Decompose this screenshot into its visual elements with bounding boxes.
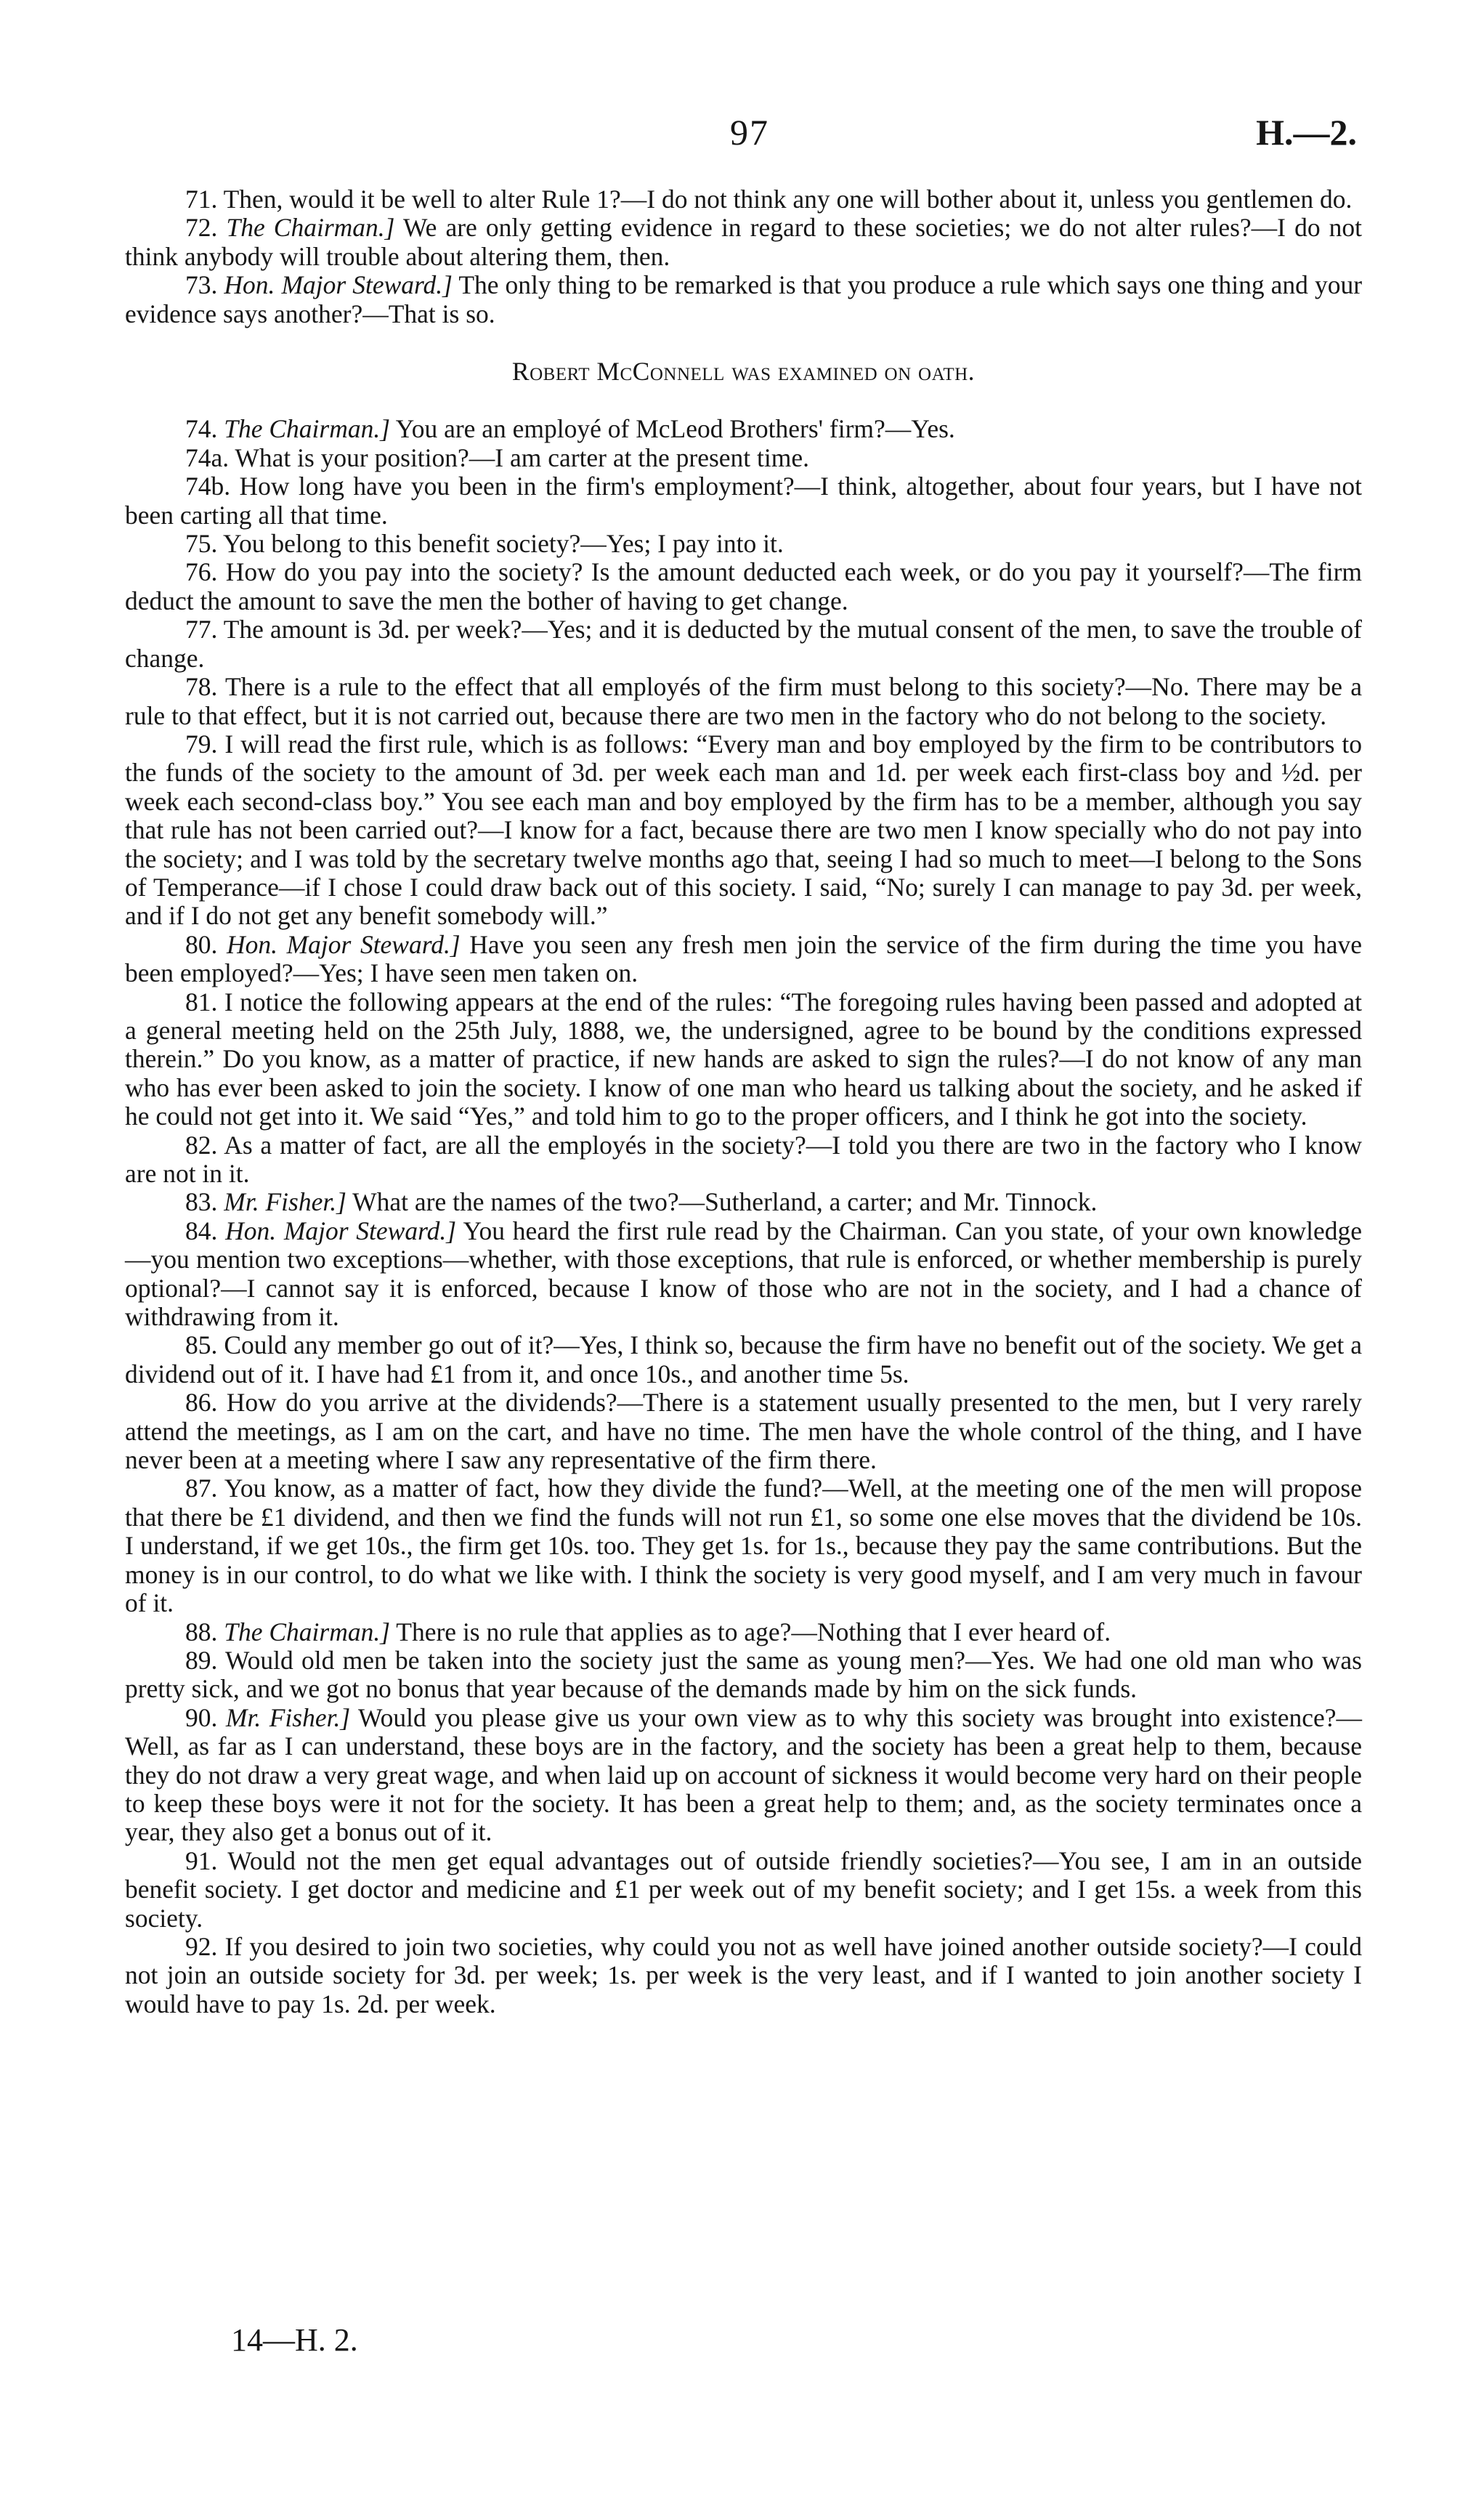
question-paragraph bbox=[125, 1217, 1362, 1332]
question-number: 75. bbox=[185, 529, 218, 559]
printer-signature: 14—H. 2. bbox=[231, 2322, 358, 2358]
speaker-reference: Mr. Fisher.] bbox=[224, 1187, 346, 1217]
question-number: 88. bbox=[185, 1617, 218, 1646]
question-number: 90. bbox=[185, 1702, 218, 1732]
question-paragraph bbox=[125, 615, 1362, 673]
question-paragraph bbox=[125, 1131, 1362, 1189]
question-text: If you desired to join two societies, why could you not as well have joined another outside society?—I could not join an outside society for 3d. per week; 1s. per week is the very least, and if I wanted to join another society I would have to pay 1s. 2d. per week. bbox=[125, 1931, 1363, 2018]
question-number: 77. bbox=[185, 615, 218, 644]
question-number: 82. bbox=[185, 1130, 218, 1160]
question-text: The only thing to be remarked is that you produce a rule which says one thing and your evidence says another?—That is so. bbox=[125, 270, 1363, 328]
question-text: You are an employé of McLeod Brothers' firm?—Yes. bbox=[395, 414, 955, 444]
question-number: 73. bbox=[185, 270, 218, 300]
question-number: 89. bbox=[185, 1645, 218, 1675]
question-text: Would not the men get equal advantages out of outside friendly societies?—You see, I am in an outside benefit society. I get doctor and medicine and £1 per week out of my benefit society; and I get 15s. a week from this society. bbox=[125, 1846, 1362, 1933]
question-text: What is your position?—I am carter at the present time. bbox=[235, 442, 809, 472]
question-number: 71. bbox=[185, 185, 218, 214]
question-paragraph bbox=[125, 988, 1362, 1131]
question-text: Then, would it be well to alter Rule 1?—I do not think any one will bother about it, unless you gentlemen do. bbox=[223, 185, 1353, 214]
question-text: We are only getting evidence in regard to these societies; we do not alter rules?—I do not think anybody will trouble about altering them, then. bbox=[125, 213, 1363, 271]
page-number: 97 bbox=[730, 112, 769, 153]
question-text: The amount is 3d. per week?—Yes; and it is deducted by the mutual consent of the men, to save the trouble of change. bbox=[125, 615, 1363, 673]
question-paragraph bbox=[125, 214, 1362, 271]
question-text: How do you pay into the society? Is the amount deducted each week, or do you pay it yourself?—The firm deduct the amount to save the men the bother of having to get change. bbox=[125, 557, 1363, 615]
question-paragraph bbox=[125, 271, 1362, 328]
question-paragraph bbox=[125, 530, 1362, 558]
speaker-reference: Hon. Major Steward.] bbox=[224, 270, 453, 300]
question-paragraph bbox=[125, 673, 1362, 730]
question-text: Have you seen any fresh men join the service of the firm during the time you have been employed?—Yes; I have seen men taken on. bbox=[125, 929, 1363, 988]
document-reference: H.—2. bbox=[1256, 112, 1357, 153]
speaker-reference: The Chairman.] bbox=[224, 1617, 391, 1646]
question-text: What are the names of the two?—Sutherland, a carter; and Mr. Tinnock. bbox=[352, 1187, 1098, 1217]
speaker-reference: Mr. Fisher.] bbox=[225, 1702, 351, 1732]
question-paragraph bbox=[125, 472, 1362, 530]
question-paragraph bbox=[125, 1847, 1362, 1933]
question-number: 81. bbox=[185, 987, 218, 1016]
question-paragraph bbox=[125, 1389, 1362, 1474]
evidence-text bbox=[125, 185, 1362, 2018]
question-number: 72. bbox=[185, 213, 218, 243]
question-paragraph bbox=[125, 1646, 1362, 1704]
question-paragraph bbox=[125, 444, 1362, 472]
question-number: 80. bbox=[185, 929, 218, 959]
speaker-reference: Hon. Major Steward.] bbox=[226, 929, 461, 959]
question-paragraph bbox=[125, 558, 1362, 615]
question-text: There is a rule to the effect that all employés of the firm must belong to this society?—No. There may be a rule to that effect, but it is not carried out, because there are two men in the factory who do not belong to the society. bbox=[125, 672, 1362, 730]
evidence-after-heading bbox=[125, 415, 1362, 2018]
question-paragraph bbox=[125, 730, 1362, 931]
question-text: How long have you been in the firm's employment?—I think, altogether, about four years, but I have not been carting all that time. bbox=[125, 472, 1362, 530]
question-number: 78. bbox=[185, 672, 218, 702]
question-text: Would old men be taken into the society just the same as young men?—Yes. We had one old man who was pretty sick, and we got no bonus that year because of the demands made by him on the sick funds. bbox=[125, 1645, 1362, 1704]
question-paragraph bbox=[125, 1933, 1362, 2018]
question-number: 74b. bbox=[185, 472, 231, 501]
witness-heading: Robert McConnell was examined on oath. bbox=[511, 357, 976, 387]
question-number: 84. bbox=[185, 1216, 218, 1245]
question-paragraph bbox=[125, 1704, 1362, 1847]
question-number: 92. bbox=[185, 1931, 218, 1961]
question-paragraph bbox=[125, 185, 1362, 214]
question-text: Would you please give us your own view as to why this society was brought into existence?—Well, as far as I can understand, these boys are in the factory, and the society has been a great help to them, because they do not draw a very great wage, and when laid up on account of sickness it would become very hard on their people to keep these boys were it not for the society. It has been a great help to them; and, as the society terminates once a year, they also get a bonus out of it. bbox=[125, 1702, 1362, 1847]
section-gap bbox=[125, 328, 1362, 357]
question-number: 83. bbox=[185, 1187, 218, 1217]
question-text: Could any member go out of it?—Yes, I think so, because the firm have no benefit out of the society. We get a dividend out of it. I have had £1 from it, and once 10s., and another time 5s. bbox=[125, 1330, 1362, 1389]
question-text: How do you arrive at the dividends?—There is a statement usually presented to the men, but I very rarely attend the meetings, as I am on the cart, and have no time. The men have the whole control of the thing, and I have never been at a meeting where I saw any representative of the firm there. bbox=[125, 1388, 1362, 1475]
question-text: I notice the following appears at the end of the rules: “The foregoing rules having been passed and adopted at a general meeting held on the 25th July, 1888, we, the undersigned, agree to be bound by the conditions expressed therein.” Do you know, as a matter of practice, if new hands are asked to sign the rules?—I do not know of any man who has ever been asked to join the society. I know of one man who heard us talking about the society, and he asked if he could not get into it. We said “Yes,” and told him to go to the proper officers, and I think he got into the society. bbox=[125, 987, 1362, 1131]
question-text: I will read the first rule, which is as follows: “Every man and boy employed by the firm to be contributors to the funds of the society to the amount of 3d. per week each man and 1d. per week each first-class boy and ½d. per week each second-class boy.” You see each man and boy employed by the firm has to be a member, although you say that rule has not been carried out?—I know for a fact, because there are two men I know specially who do not pay into the society; and I was told by the secretary twelve months ago that, seeing I had so much to meet—I belong to the Sons of Temperance—if I chose I could draw back out of this society. I said, “No; surely I can manage to pay 3d. per week, and if I do not get any benefit somebody will.” bbox=[125, 729, 1363, 931]
question-paragraph bbox=[125, 1618, 1362, 1646]
question-paragraph bbox=[125, 1188, 1362, 1216]
question-number: 91. bbox=[185, 1846, 218, 1875]
question-number: 74. bbox=[185, 414, 218, 444]
question-paragraph bbox=[125, 415, 1362, 443]
speaker-reference: Hon. Major Steward.] bbox=[225, 1216, 457, 1245]
question-text: There is no rule that applies as to age?—Nothing that I ever heard of. bbox=[396, 1617, 1111, 1646]
question-number: 86. bbox=[185, 1388, 218, 1418]
question-paragraph bbox=[125, 931, 1362, 988]
evidence-before-heading bbox=[125, 185, 1362, 328]
question-number: 87. bbox=[185, 1474, 218, 1503]
question-number: 76. bbox=[185, 557, 218, 587]
question-number: 79. bbox=[185, 729, 218, 759]
question-text: As a matter of fact, are all the employés in the society?—I told you there are two in the factory who I know are not in it. bbox=[125, 1130, 1362, 1188]
question-paragraph bbox=[125, 1331, 1362, 1389]
question-paragraph bbox=[125, 1474, 1362, 1617]
question-number: 74a. bbox=[185, 442, 230, 472]
question-text: You know, as a matter of fact, how they divide the fund?—Well, at the meeting one of the men will propose that there be £1 dividend, and then we find the funds will not run £1, so some one else moves that the dividend be 10s. I understand, if we get 10s., the firm get 10s. too. They get 1s. for 1s., because they pay the same contributions. But the money is in our control, to do what we like with. I think the society is very good myself, and I am very much in favour of it. bbox=[125, 1474, 1362, 1618]
speaker-reference: The Chairman.] bbox=[224, 414, 391, 444]
speaker-reference: The Chairman.] bbox=[226, 213, 395, 243]
question-text: You belong to this benefit society?—Yes; I pay into it. bbox=[222, 529, 784, 559]
question-text: You heard the first rule read by the Chairman. Can you state, of your own knowledge—you mention two exceptions—whether, with those exceptions, that rule is enforced, or whether membership is purely optional?—I cannot say it is enforced, because I know of those who are not in the society, and I had a chance of withdrawing from it. bbox=[125, 1216, 1363, 1332]
question-number: 85. bbox=[185, 1330, 218, 1360]
